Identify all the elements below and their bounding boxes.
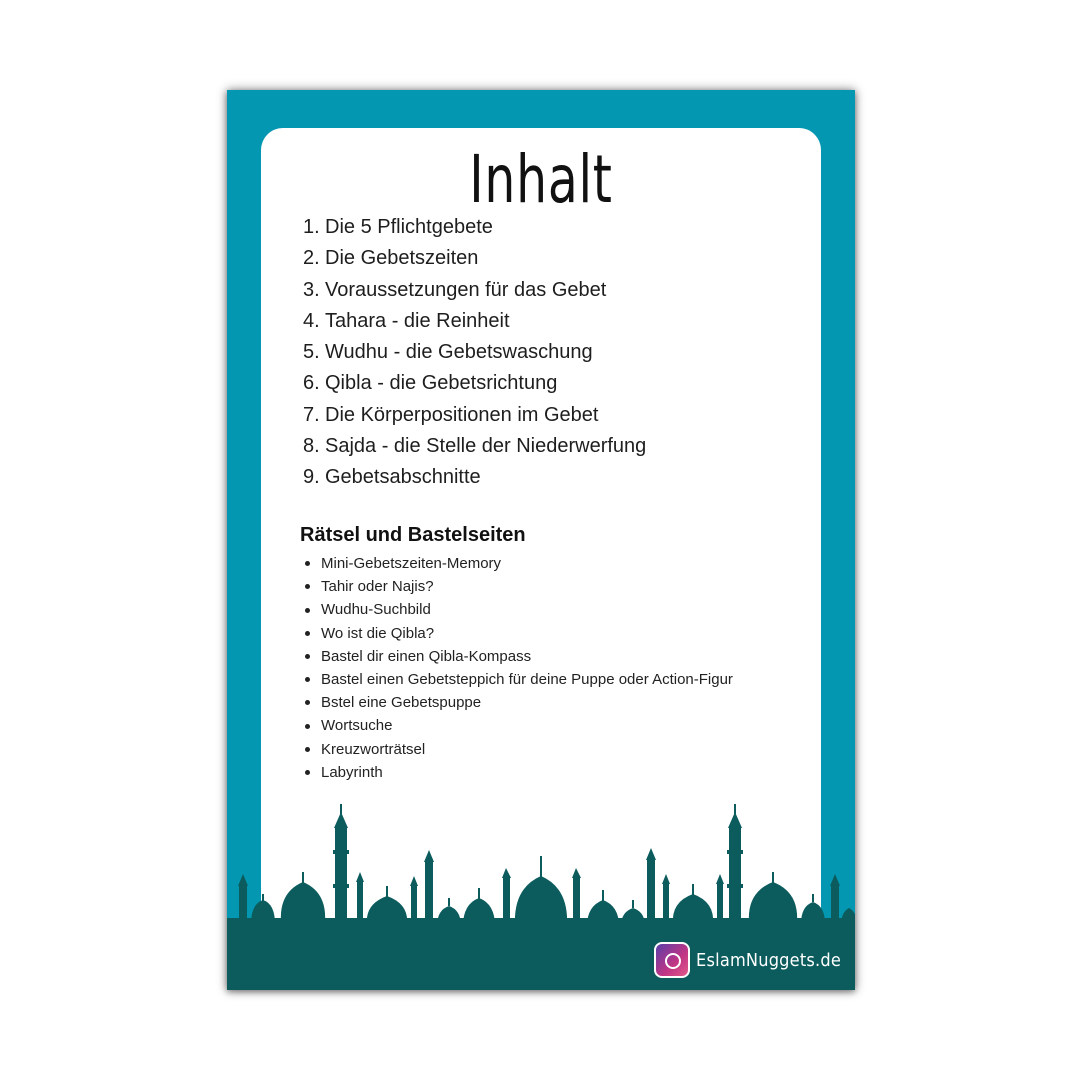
list-item-label: Wo ist die Qibla? [321,624,435,642]
brand-badge [654,942,841,978]
toc-item-number: 3. [303,278,320,301]
toc-item-label: Voraussetzungen für das Gebet [325,278,607,301]
toc-item-label: Sajda - die Stelle der Niederwerfung [325,435,647,458]
toc-item-number: 5. [303,341,320,364]
bullet-icon [305,631,310,636]
toc-item-label: Die Gebetszeiten [325,247,479,270]
toc-item-label: Die 5 Pflichtgebete [325,216,493,238]
book-page [227,90,855,990]
toc-item-number: 6. [303,372,320,395]
toc-item [303,431,803,462]
bullet-icon [305,747,310,752]
bullet-icon [305,561,310,566]
toc-item-number: 2. [303,247,320,270]
list-item [305,714,825,737]
toc-item-number: 7. [303,403,320,426]
list-item [305,738,825,761]
bullet-icon [305,608,310,613]
toc-item [303,462,803,493]
page-title: Inhalt [469,141,613,218]
list-item [305,598,825,621]
bullet-icon [305,677,310,682]
toc-item-number: 9. [303,466,320,489]
list-item-label: Labyrinth [321,763,383,781]
brand-logo-icon [654,942,690,978]
list-item-label: Tahir oder Najis? [321,578,434,596]
list-item [305,575,825,598]
toc-item-label: Qibla - die Gebetsrichtung [325,372,558,395]
bullet-icon [305,700,310,705]
toc-item-label: Tahara - die Reinheit [325,309,510,332]
toc-item-number: 8. [303,435,320,458]
list-item [305,645,825,668]
list-item [305,761,825,784]
toc-item [303,306,803,337]
activity-list [305,552,825,784]
toc-item [303,337,803,368]
toc-item-label: Wudhu - die Gebetswaschung [325,341,593,364]
toc-item [303,368,803,399]
list-item-label: Bastel einen Gebetsteppich für deine Puppe oder Action-Figur [321,671,733,689]
toc-item-label: Gebetsabschnitte [325,466,481,489]
brand-name: EslamNuggets.de [696,949,841,971]
bullet-icon [305,724,310,729]
toc-item-number: 4. [303,309,320,332]
toc-item [303,275,803,306]
bullet-icon [305,654,310,659]
section-heading: Rätsel und Bastelseiten [300,524,526,546]
toc-item-number: 1. [303,216,320,238]
list-item-label: Wudhu-Suchbild [321,601,431,619]
toc-item [303,400,803,431]
list-item [305,691,825,714]
list-item [305,552,825,575]
list-item-label: Wortsuche [321,717,393,735]
toc-item-label: Die Körperpositionen im Gebet [325,403,599,426]
list-item-label: Mini-Gebetszeiten-Memory [321,555,502,572]
list-item-label: Bstel eine Gebetspuppe [321,694,482,712]
list-item-label: Bastel dir einen Qibla-Kompass [321,647,532,665]
bullet-icon [305,770,310,775]
bullet-icon [305,584,310,589]
toc-item [303,243,803,274]
list-item [305,668,825,691]
list-item-label: Kreuzworträtsel [321,740,426,758]
list-item [305,622,825,645]
toc-item [303,212,803,243]
table-of-contents [303,212,803,494]
